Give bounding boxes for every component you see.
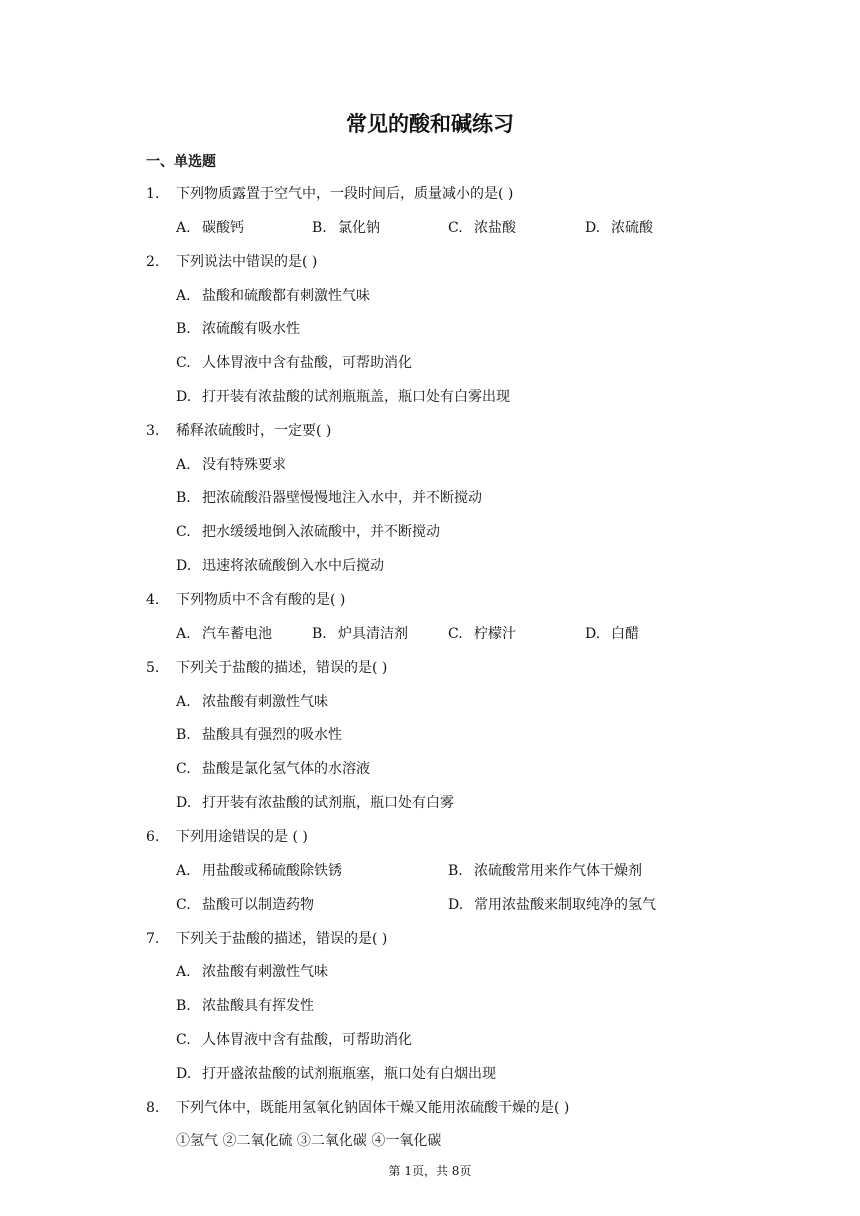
question-3 — [146, 421, 331, 441]
question-6 — [146, 827, 308, 847]
option-a — [176, 861, 342, 881]
question-stem: 下列说法中错误的是( ) — [176, 254, 318, 270]
option-letter: A. — [176, 964, 191, 980]
page-title: 常见的酸和碱练习 — [346, 112, 514, 136]
option-text: 打开盛浓盐酸的试剂瓶瓶塞，瓶口处有白烟出现 — [202, 1066, 496, 1082]
question-number: 4. — [146, 592, 160, 608]
option-text: 氯化钠 — [338, 220, 380, 236]
option-text: 浓盐酸具有挥发性 — [202, 998, 314, 1014]
question-number: 3. — [146, 423, 160, 439]
option-text: 炉具清洁剂 — [338, 626, 408, 642]
option-d — [448, 895, 656, 915]
option-c — [176, 895, 314, 915]
option-text: 浓硫酸有吸水性 — [202, 321, 300, 337]
option-text: 把水缓缓地倒入浓硫酸中，并不断搅动 — [202, 524, 440, 540]
option-b — [176, 319, 300, 339]
option-letter: A. — [176, 694, 191, 710]
question-4 — [146, 590, 345, 610]
option-b — [312, 218, 380, 238]
option-text: 打开装有浓盐酸的试剂瓶，瓶口处有白雾 — [202, 795, 454, 811]
option-text: 把浓硫酸沿器壁慢慢地注入水中，并不断搅动 — [202, 490, 482, 506]
option-text: 盐酸可以制造药物 — [202, 897, 314, 913]
question-stem: 稀释浓硫酸时，一定要( ) — [176, 423, 332, 439]
option-a — [176, 962, 328, 982]
option-letter: D. — [585, 626, 601, 642]
question-number: 2. — [146, 254, 160, 270]
option-d — [176, 556, 384, 576]
option-c — [448, 624, 516, 644]
option-text: 白醋 — [611, 626, 639, 642]
option-a — [176, 286, 370, 306]
option-d — [176, 793, 454, 813]
question-8-items: ①氢气 ②二氧化硫 ③二氧化碳 ④一氧化碳 — [176, 1133, 442, 1149]
option-letter: A. — [176, 288, 191, 304]
option-c — [176, 353, 412, 373]
option-letter: B. — [176, 321, 191, 337]
page-footer: 第 1页，共 8页 — [388, 1164, 472, 1178]
option-a — [176, 455, 286, 475]
option-letter: C. — [448, 220, 463, 236]
option-letter: C. — [176, 524, 191, 540]
question-number: 5. — [146, 660, 160, 676]
option-b — [312, 624, 408, 644]
option-letter: D. — [176, 558, 192, 574]
option-text: 汽车蓄电池 — [202, 626, 272, 642]
option-letter: D. — [585, 220, 601, 236]
option-letter: A. — [176, 626, 191, 642]
option-d — [176, 387, 510, 407]
option-text: 浓盐酸有刺激性气味 — [202, 964, 328, 980]
option-text: 浓盐酸有刺激性气味 — [202, 694, 328, 710]
option-c — [176, 759, 370, 779]
option-d — [176, 1064, 496, 1084]
option-text: 浓硫酸 — [611, 220, 653, 236]
option-letter: B. — [176, 727, 191, 743]
option-letter: B. — [312, 220, 327, 236]
option-letter: C. — [176, 1032, 191, 1048]
option-letter: D. — [176, 389, 192, 405]
option-text: 盐酸具有强烈的吸水性 — [202, 727, 342, 743]
question-number: 1. — [146, 186, 160, 202]
option-a — [176, 624, 272, 644]
option-text: 柠檬汁 — [474, 626, 516, 642]
option-letter: A. — [176, 457, 191, 473]
option-a — [176, 692, 328, 712]
question-8 — [146, 1098, 569, 1118]
option-letter: C. — [176, 355, 191, 371]
option-letter: B. — [176, 490, 191, 506]
question-7 — [146, 929, 387, 949]
question-number: 8. — [146, 1100, 160, 1116]
option-c — [448, 218, 516, 238]
option-text: 碳酸钙 — [202, 220, 244, 236]
option-letter: A. — [176, 220, 191, 236]
option-text: 用盐酸或稀硫酸除铁锈 — [202, 863, 342, 879]
option-text: 迅速将浓硫酸倒入水中后搅动 — [202, 558, 384, 574]
option-b — [176, 488, 482, 508]
section-heading: 一、单选题 — [146, 154, 216, 170]
option-letter: C. — [176, 897, 191, 913]
option-text: 人体胃液中含有盐酸，可帮助消化 — [202, 1032, 412, 1048]
question-stem: 下列物质露置于空气中，一段时间后，质量减小的是( ) — [176, 186, 514, 202]
option-text: 人体胃液中含有盐酸，可帮助消化 — [202, 355, 412, 371]
option-text: 没有特殊要求 — [202, 457, 286, 473]
option-letter: D. — [176, 795, 192, 811]
question-stem: 下列关于盐酸的描述，错误的是( ) — [176, 931, 388, 947]
option-b — [448, 861, 642, 881]
option-a — [176, 218, 244, 238]
question-number: 6. — [146, 829, 160, 845]
question-stem: 下列气体中，既能用氢氧化钠固体干燥又能用浓硫酸干燥的是( ) — [176, 1100, 570, 1116]
option-text: 浓硫酸常用来作气体干燥剂 — [474, 863, 642, 879]
option-text: 盐酸和硫酸都有刺激性气味 — [202, 288, 370, 304]
option-letter: D. — [448, 897, 464, 913]
option-letter: C. — [448, 626, 463, 642]
question-stem: 下列关于盐酸的描述，错误的是( ) — [176, 660, 388, 676]
option-letter: D. — [176, 1066, 192, 1082]
option-letter: A. — [176, 863, 191, 879]
question-1 — [146, 184, 513, 204]
question-stem: 下列物质中不含有酸的是( ) — [176, 592, 346, 608]
option-d — [585, 624, 639, 644]
option-letter: B. — [448, 863, 463, 879]
option-text: 常用浓盐酸来制取纯净的氢气 — [474, 897, 656, 913]
question-number: 7. — [146, 931, 160, 947]
option-c — [176, 1030, 412, 1050]
option-d — [585, 218, 653, 238]
option-b — [176, 996, 314, 1016]
question-2 — [146, 252, 317, 272]
option-letter: C. — [176, 761, 191, 777]
option-text: 打开装有浓盐酸的试剂瓶瓶盖，瓶口处有白雾出现 — [202, 389, 510, 405]
question-5 — [146, 658, 387, 678]
question-stem: 下列用途错误的是 ( ) — [176, 829, 308, 845]
option-letter: B. — [176, 998, 191, 1014]
option-c — [176, 522, 440, 542]
option-text: 盐酸是氯化氢气体的水溶液 — [202, 761, 370, 777]
option-b — [176, 725, 342, 745]
option-text: 浓盐酸 — [474, 220, 516, 236]
option-letter: B. — [312, 626, 327, 642]
